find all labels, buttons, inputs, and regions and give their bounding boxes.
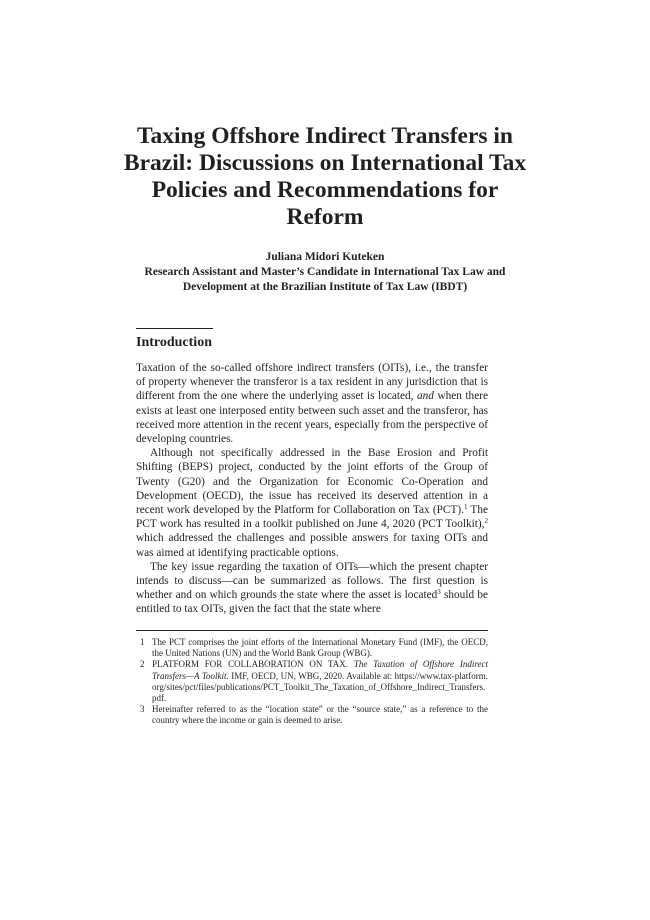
footnote-number: 3 xyxy=(140,704,145,715)
paragraph-2-text-c: which addressed the challenges and possible answers for taxing OITs and was aimed at identifying practicable options. xyxy=(136,532,488,559)
footnote-url-link[interactable]: https://www.tax-platform.org/sites/pct/files/publications/PCT_Toolkit_The_Taxation_of_Offshore_Indirect_Transfers.pdf. xyxy=(152,670,488,704)
paragraph-3-text-b: should be entitled to tax OITs, given the fact that the state where xyxy=(136,589,488,616)
paragraph-1-emphasis: and xyxy=(417,390,434,403)
footnote-ref-2[interactable]: 2 xyxy=(484,517,488,526)
footnote-2 xyxy=(136,659,488,704)
paragraph-2-text-a: Although not specifically addressed in the Base Erosion and Profit Shifting (BEPS) project, conducted by the joint efforts of the Group of Twenty (G20) and the Organization for Economic Co-Operation and Development (OECD), the issue has received its deserved attention in a recent work developed by the Platform for Collaboration on Tax (PCT). xyxy=(136,447,488,517)
paragraph-2 xyxy=(136,446,488,560)
paragraph-1 xyxy=(136,361,488,446)
paragraph-3 xyxy=(136,560,488,617)
footnote-text: The PCT comprises the joint efforts of the International Monetary Fund (IMF), the OECD, the United Nations (UN) and the World Bank Group (WBG). xyxy=(152,637,488,659)
footnote-number: 1 xyxy=(140,637,145,647)
footnote-ref-3[interactable]: 3 xyxy=(437,588,441,597)
footnote-text: IMF, OECD, UN, WBG, 2020. Available at: xyxy=(228,670,395,681)
footnote-3 xyxy=(136,704,488,726)
paragraph-2-text-b: The PCT work has resulted in a toolkit published on June 4, 2020 (PCT Toolkit), xyxy=(136,504,488,531)
paragraph-3-text-a: The key issue regarding the taxation of OITs—which the present chapter intends to discuss—can be summarized as follows. The first question is whether and on which grounds the state where the asset is located xyxy=(136,560,488,602)
author-name: Juliana Midori Kuteken xyxy=(265,251,385,263)
author-affiliation: Research Assistant and Master’s Candidate in International Tax Law and Development at the Brazilian Institute of Tax Law (IBDT) xyxy=(144,266,506,293)
footnote-italic-title: The Taxation of Offshore Indirect Transfers—A Toolkit. xyxy=(152,659,489,681)
footnote-1 xyxy=(136,637,488,659)
paragraph-1-text-a: Taxation of the so-called offshore indirect transfers (OITs), i.e., the transfer of property whenever the transferor is a tax resident in any jurisdiction that is different from the one where the underlying asset is located, xyxy=(136,362,488,403)
footnote-rule xyxy=(136,630,488,631)
paragraph-1-text-b: when there exists at least one interposed entity between such asset and the transferor, has received more attention in the recent years, especially from the perspective of developing countries. xyxy=(136,390,488,446)
footnote-number: 2 xyxy=(140,659,145,670)
section-rule xyxy=(136,328,213,329)
body-text xyxy=(136,361,488,617)
footnotes xyxy=(136,637,488,727)
section-heading: Introduction xyxy=(136,335,212,350)
footnote-text: PLATFORM FOR COLLABORATION ON TAX. xyxy=(152,659,354,670)
footnote-text: Hereinafter referred to as the “location state” or the “source state,” as a reference to the country where the income or gain is deemed to arise. xyxy=(152,704,488,726)
footnote-ref-1[interactable]: 1 xyxy=(463,503,468,512)
chapter-title: Taxing Offshore Indirect Transfers in Brazil: Discussions on International Tax Policies and Recommendations for Reform xyxy=(123,123,527,230)
